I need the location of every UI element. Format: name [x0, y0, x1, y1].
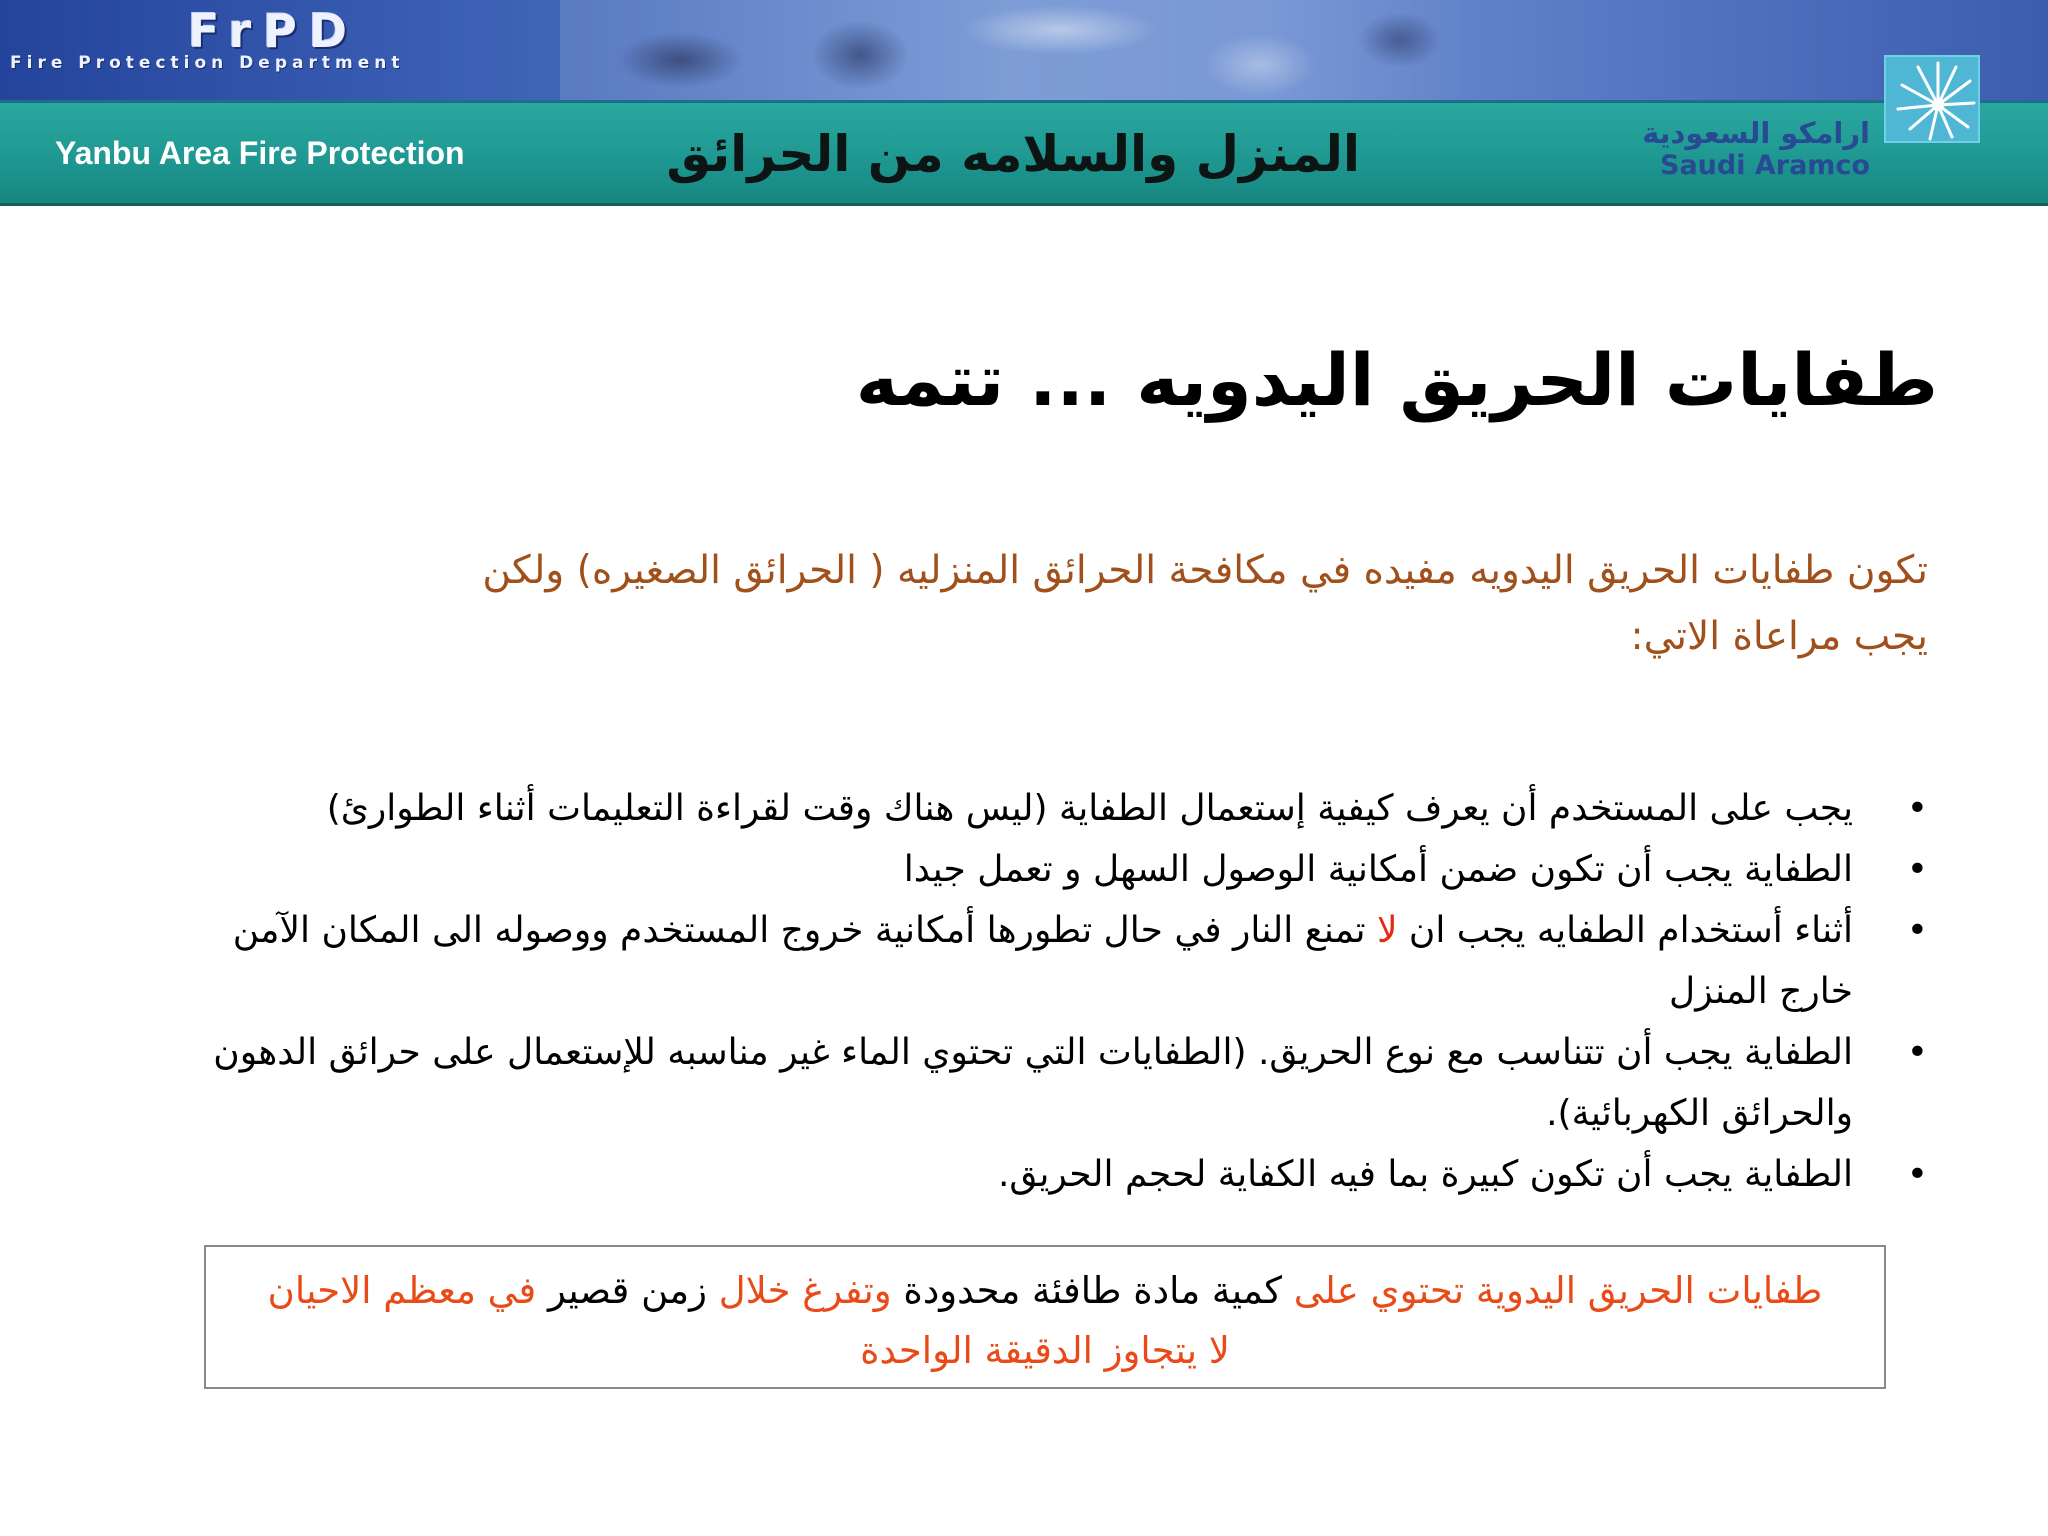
frpd-logo-text: FrPD: [188, 4, 360, 58]
bullet-item-4: [158, 1022, 1988, 1144]
aramco-star-icon: [1884, 55, 1980, 143]
intro-paragraph: [288, 538, 1928, 670]
bullet-dot: •: [1906, 1032, 1928, 1073]
aramco-star-graphic: [1886, 57, 1978, 141]
bullet-dot: •: [1906, 788, 1928, 829]
bullet-dot: •: [1906, 910, 1928, 951]
note-part-2: كمية مادة طافئة محدودة: [891, 1269, 1294, 1312]
intro-line-2: يجب مراعاة الاتي:: [1630, 614, 1928, 659]
bullet-item-1: [158, 778, 1988, 839]
bullet-text: الطفاية يجب أن تكون ضمن أمكانية الوصول السهل و تعمل جيدا: [903, 849, 1853, 890]
bullet-text-after: تمنع النار في حال تطورها أمكانية خروج المستخدم ووصوله الى المكان الآمن خارج المنزل: [232, 910, 1853, 1012]
department-name: Fire Protection Department: [10, 53, 405, 73]
note-part-1: طفايات الحريق اليدوية تحتوي على: [1293, 1269, 1823, 1312]
note-part-3: وتفرغ خلال: [718, 1269, 892, 1312]
bullet-dot: •: [1906, 849, 1928, 890]
banner-photo: [560, 0, 1460, 100]
bullet-item-2: [158, 839, 1988, 900]
bullet-text-before: أثناء أستخدام الطفايه يجب ان: [1397, 910, 1853, 951]
header-title: المنزل والسلامه من الحرائق: [666, 125, 1360, 183]
bullet-item-5: [158, 1144, 1988, 1205]
aramco-arabic-name: ارامكو السعودية: [1642, 116, 1870, 150]
bullet-dot: •: [1906, 1154, 1928, 1195]
bullet-text: الطفاية يجب أن تكون كبيرة بما فيه الكفاية لحجم الحريق.: [997, 1154, 1853, 1195]
note-part-4: زمن قصير: [536, 1269, 719, 1312]
yanbu-area-label: Yanbu Area Fire Protection: [55, 135, 465, 171]
bullet-item-3: [158, 900, 1988, 1022]
bullet-text: الطفاية يجب أن تتناسب مع نوع الحريق. (الطفايات التي تحتوي الماء غير مناسبه للإستعمال على حرائق الدهون والحرائق الكهربائية).: [213, 1032, 1853, 1134]
bullet-text: يجب على المستخدم أن يعرف كيفية إستعمال الطفاية (ليس هناك وقت لقراءة التعليمات أثناء الطوارئ): [326, 788, 1853, 829]
slide-title: طفايات الحريق اليدويه ... تتمه: [855, 338, 1938, 422]
aramco-english-name: Saudi Aramco: [1660, 150, 1870, 181]
top-banner: [0, 0, 2048, 100]
intro-line-1: تكون طفايات الحريق اليدويه مفيده في مكافحة الحرائق المنزليه ( الحرائق الصغيره) ولكن: [482, 548, 1928, 593]
note-box: [204, 1245, 1886, 1389]
header-bar: [0, 100, 2048, 206]
bullet-highlight: لا: [1376, 910, 1398, 951]
note-part-5: في معظم الاحيان لا يتجاوز الدقيقة الواحدة: [267, 1269, 1230, 1372]
bullet-list: [158, 778, 1988, 1205]
